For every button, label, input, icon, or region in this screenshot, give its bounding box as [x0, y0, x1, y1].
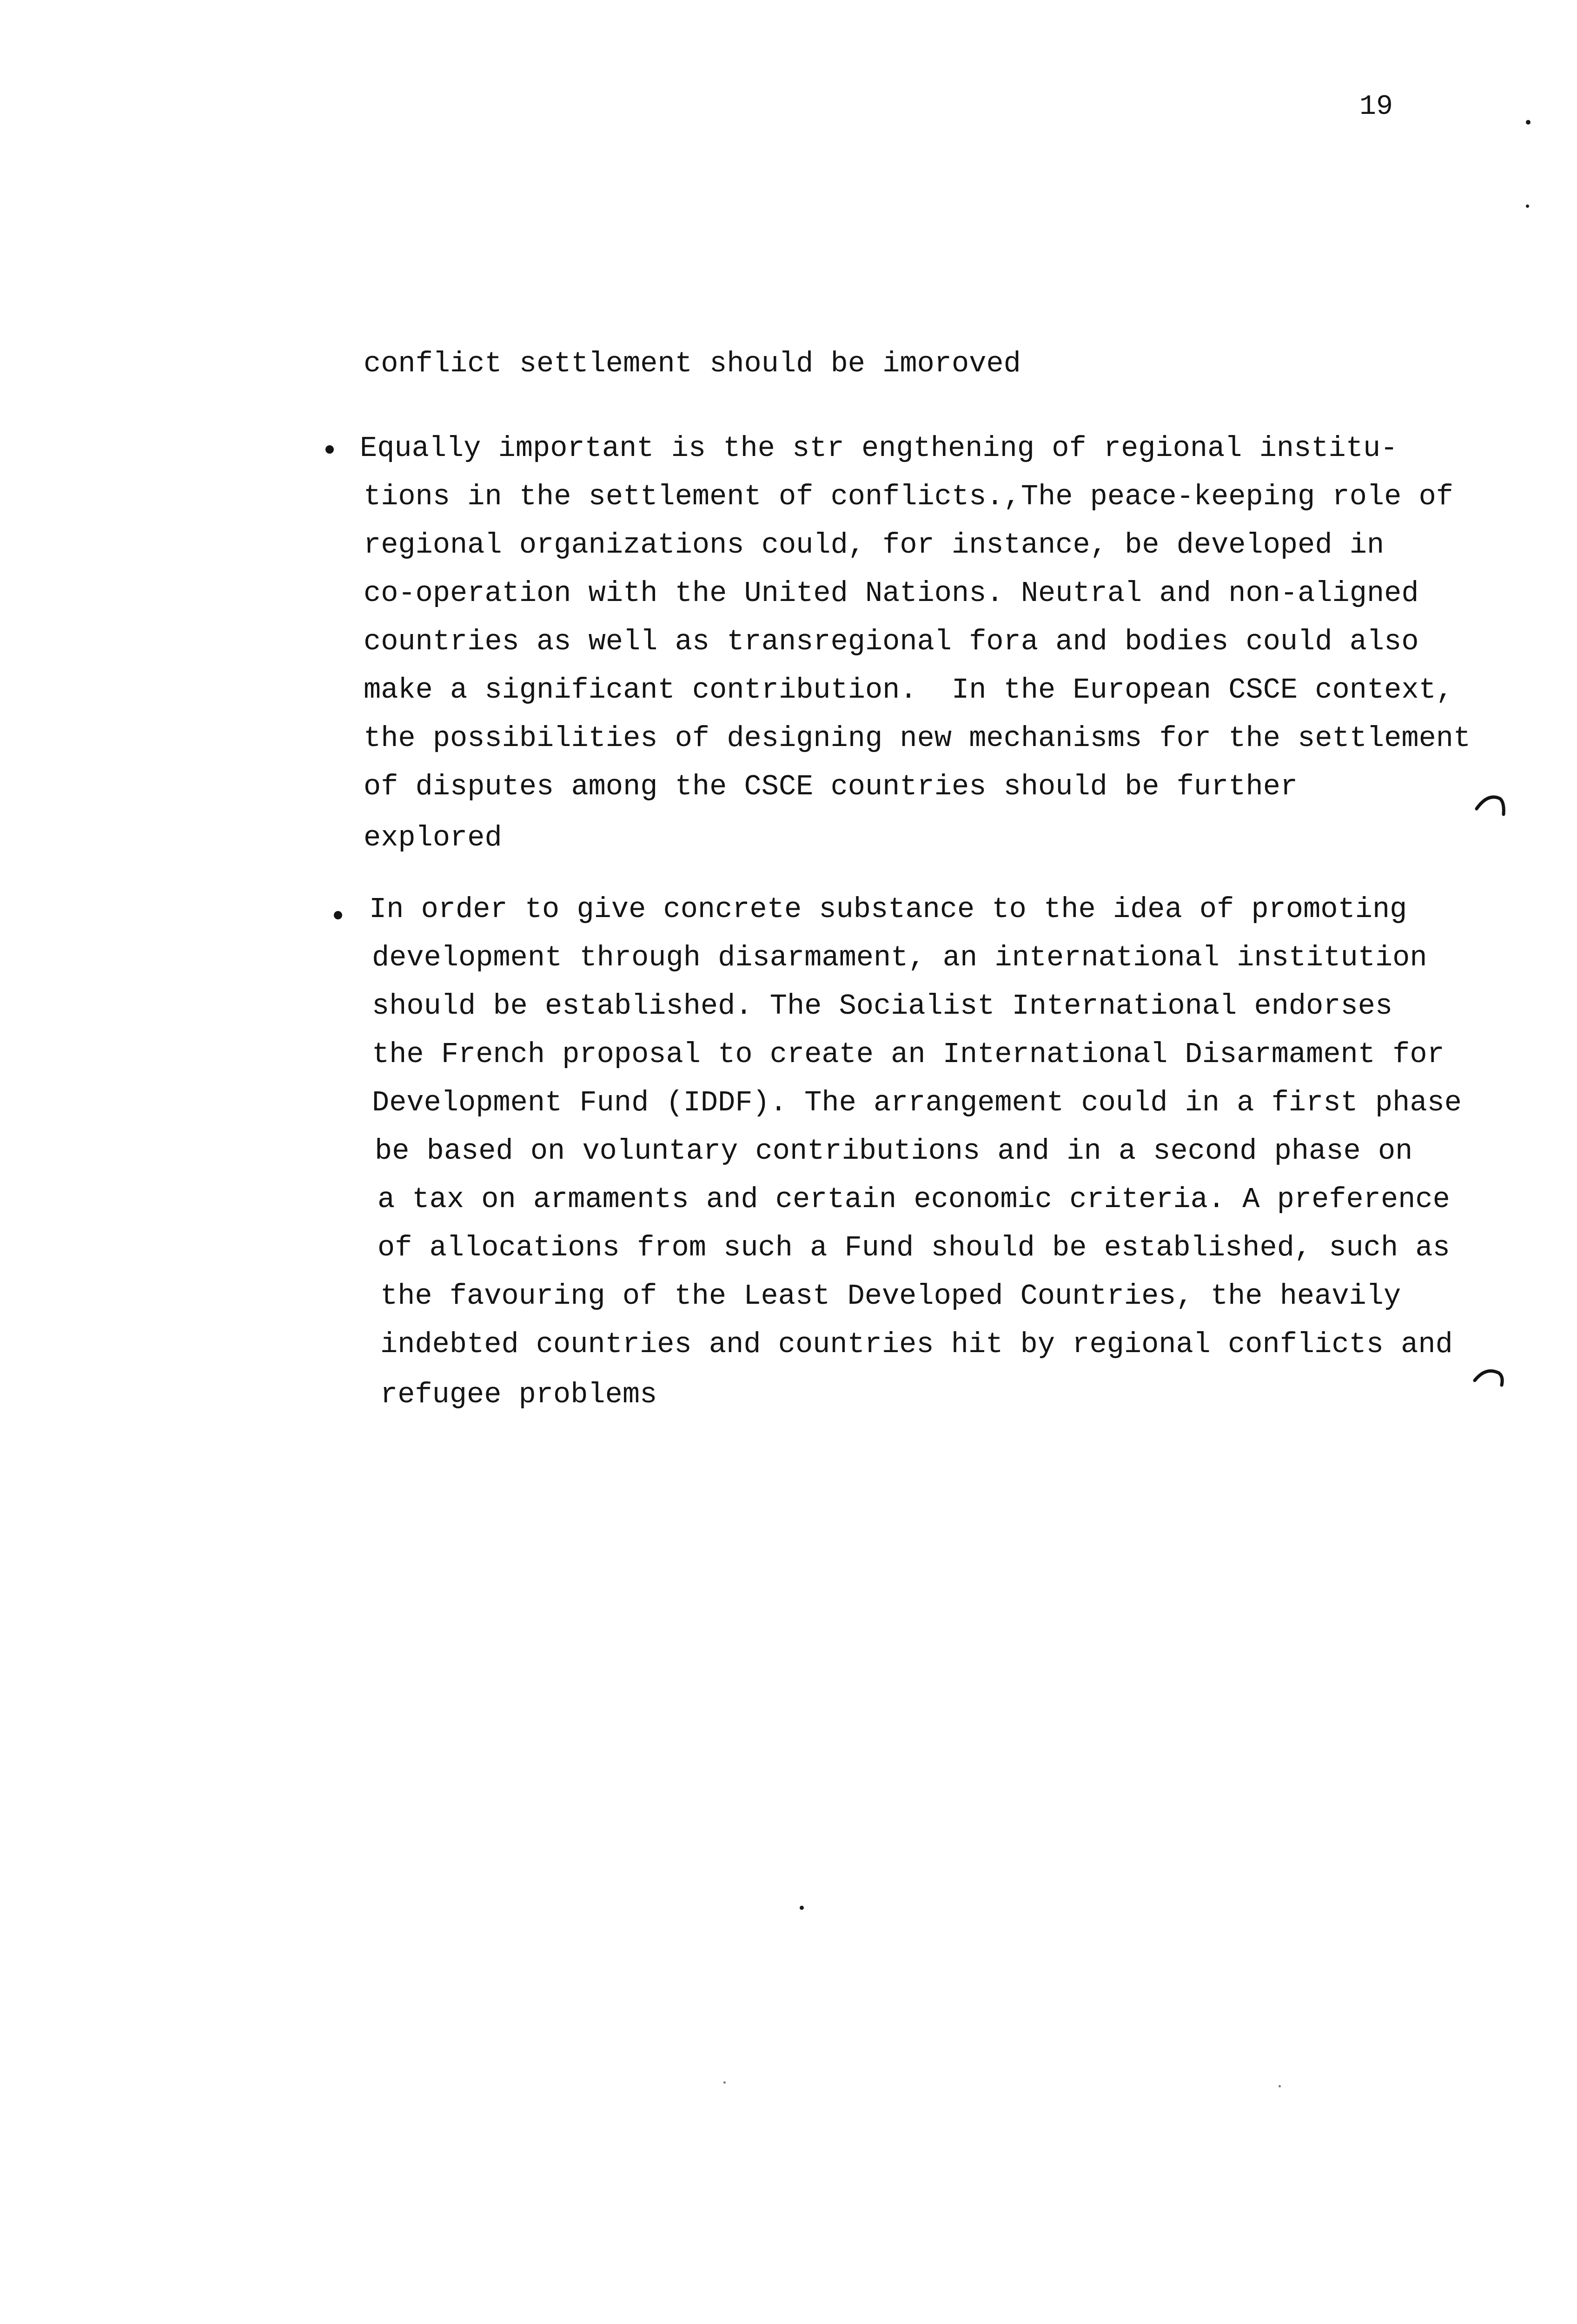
- proofread-mark-icon: [1472, 1367, 1506, 1394]
- text-line: In order to give concrete substance to the idea of promoting: [369, 893, 1407, 926]
- scan-speck: [1279, 2085, 1281, 2087]
- text-line: a tax on armaments and certain economic criteria. A preference: [378, 1183, 1450, 1216]
- text-line: the possibilities of designing new mechanisms for the settlement: [364, 722, 1471, 755]
- bullet-icon: [334, 911, 342, 919]
- text-line: make a significant contribution. In the European CSCE context,: [364, 673, 1453, 706]
- text-line: of allocations from such a Fund should be established, such as: [378, 1231, 1450, 1264]
- text-line: refugee problems: [380, 1378, 657, 1411]
- page-number: 19: [1359, 91, 1393, 123]
- proofread-mark-icon: [1474, 790, 1508, 818]
- text-line: conflict settlement should be imoroved: [364, 347, 1021, 380]
- text-line: explored: [364, 821, 502, 854]
- text-line: countries as well as transregional fora and bodies could also: [364, 625, 1419, 658]
- text-line: Equally important is the str engthening of regional institu-: [360, 432, 1398, 465]
- bullet-icon: [325, 445, 334, 454]
- text-line: co-operation with the United Nations. Neutral and non-aligned: [364, 577, 1419, 610]
- text-line: indebted countries and countries hit by regional conflicts and: [380, 1328, 1453, 1361]
- text-line: regional organizations could, for instance, be developed in: [364, 528, 1385, 561]
- scan-speck: [800, 1906, 804, 1910]
- text-line: of disputes among the CSCE countries should be further: [364, 770, 1298, 803]
- text-line: be based on voluntary contributions and in a second phase on: [375, 1135, 1413, 1168]
- text-line: should be established. The Socialist International endorses: [372, 990, 1393, 1023]
- text-line: the French proposal to create an International Disarmament for: [372, 1038, 1444, 1071]
- text-line: development through disarmament, an international institution: [372, 941, 1427, 974]
- text-line: the favouring of the Least Developed Countries, the heavily: [380, 1280, 1401, 1313]
- stray-mark: [1526, 205, 1529, 208]
- scan-speck: [723, 2081, 726, 2084]
- text-line: tions in the settlement of conflicts.,The peace-keeping role of: [364, 480, 1453, 513]
- text-line: Development Fund (IDDF). The arrangement could in a first phase: [372, 1086, 1462, 1119]
- stray-mark: [1526, 120, 1531, 125]
